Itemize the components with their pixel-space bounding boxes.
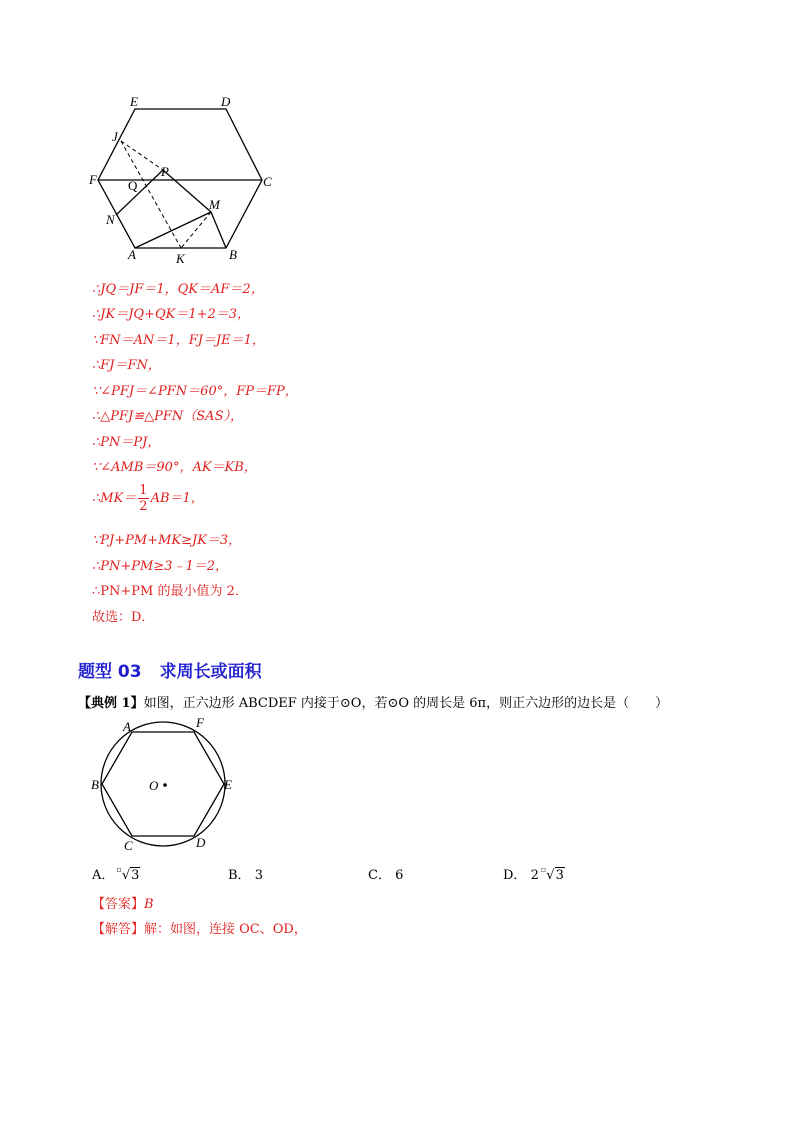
segment-pm [163,170,211,212]
solution-line-5: ∵∠PFJ＝∠PFN＝60°，FP＝FP， [92,384,298,399]
option-d-letter: D． [503,868,527,883]
label-e2: E [224,777,232,792]
option-a[interactable] [92,864,140,883]
solution-line-12: ∴PN+PM 的最小值为 2． [92,584,248,599]
option-d-value: 3 [555,868,564,883]
segment-am [135,212,211,248]
label-f: F [89,172,97,187]
circle-o [101,722,225,846]
option-a-radical: ▫√3 [116,865,140,883]
center-dot [163,783,167,787]
label-a: A [128,247,136,262]
hexagon-figure-1 [85,88,280,270]
section-heading [78,657,262,682]
fraction-one-half [138,484,148,513]
solution-line-13: 故选：D． [92,610,155,625]
label-f2: F [196,715,204,730]
solution-line-6: ∴△PFJ≌△PFN（SAS）， [92,409,243,424]
analysis-tag: 【解答】 [92,922,145,937]
segment-mb [211,212,226,248]
label-c: C [263,174,272,189]
section-title: 求周长或面积 [159,662,262,682]
label-d: D [221,94,231,109]
solution-line-10: ∵PJ+PM+MK≥JK＝3， [92,533,242,548]
option-b[interactable] [228,864,263,883]
label-p: P [161,164,169,179]
label-b2: B [91,777,99,792]
solution-line-4: ∴FJ＝FN， [92,358,161,373]
fraction-numerator: 1 [139,483,148,498]
label-e: E [130,94,138,109]
solution-line-8: ∵∠AMB＝90°，AK＝KB， [92,460,257,475]
question-tag: 【典例 1】 [78,696,144,711]
fraction-prefix: ∴MK＝ [92,491,137,506]
question-text: 如图，正六边形 ABCDEF 内接于⊙O，若⊙O 的周长是 6π，则正六边形的边长是（ ） [143,696,669,711]
option-b-letter: B． [228,868,251,883]
option-c-value: 6 [395,868,404,883]
inscribed-hexagon-figure [88,715,238,855]
label-m: M [209,197,220,212]
hexagon-abcdef [102,732,224,836]
analysis-line [92,918,307,937]
fraction-denominator: 2 [139,499,148,514]
label-k: K [176,251,185,266]
label-q: Q [128,178,138,193]
solution-line-1: ∴JQ＝JF＝1，QK＝AF＝2， [92,282,264,297]
analysis-text: 解：如图，连接 OC、OD， [144,922,307,937]
label-n: N [106,212,115,227]
solution-line-fraction [92,484,204,513]
option-d[interactable] [503,864,565,883]
segment-np [116,170,163,215]
option-d-coefficient: 2 [530,868,539,883]
solution-line-11: ∴PN+PM≥3﹣1＝2， [92,559,229,574]
label-d2: D [196,835,206,850]
answer-value: B [144,897,154,912]
option-d-radical: ▫√3 [540,865,564,883]
label-b: B [229,247,237,262]
label-o2: O [149,778,159,793]
option-c-letter: C． [368,868,391,883]
option-c[interactable] [368,864,403,883]
label-c2: C [124,838,133,853]
option-b-value: 3 [254,868,263,883]
dashed-jk [121,141,181,248]
question [78,692,668,711]
dashed-jp [121,141,163,170]
fraction-suffix: AB＝1， [150,491,204,506]
solution-line-3: ∵FN＝AN＝1，FJ＝JE＝1， [92,333,265,348]
answer-tag: 【答案】 [92,897,145,912]
dashed-mk [181,212,211,248]
solution-line-2: ∴JK＝JQ+QK＝1+2＝3， [92,307,251,322]
label-j: J [112,129,118,144]
answer-line [92,893,154,912]
option-a-value: 3 [131,868,140,883]
section-number: 题型 03 [78,662,142,682]
label-a2: A [123,719,131,734]
solution-line-7: ∴PN＝PJ， [92,435,161,450]
option-a-letter: A． [92,868,115,883]
